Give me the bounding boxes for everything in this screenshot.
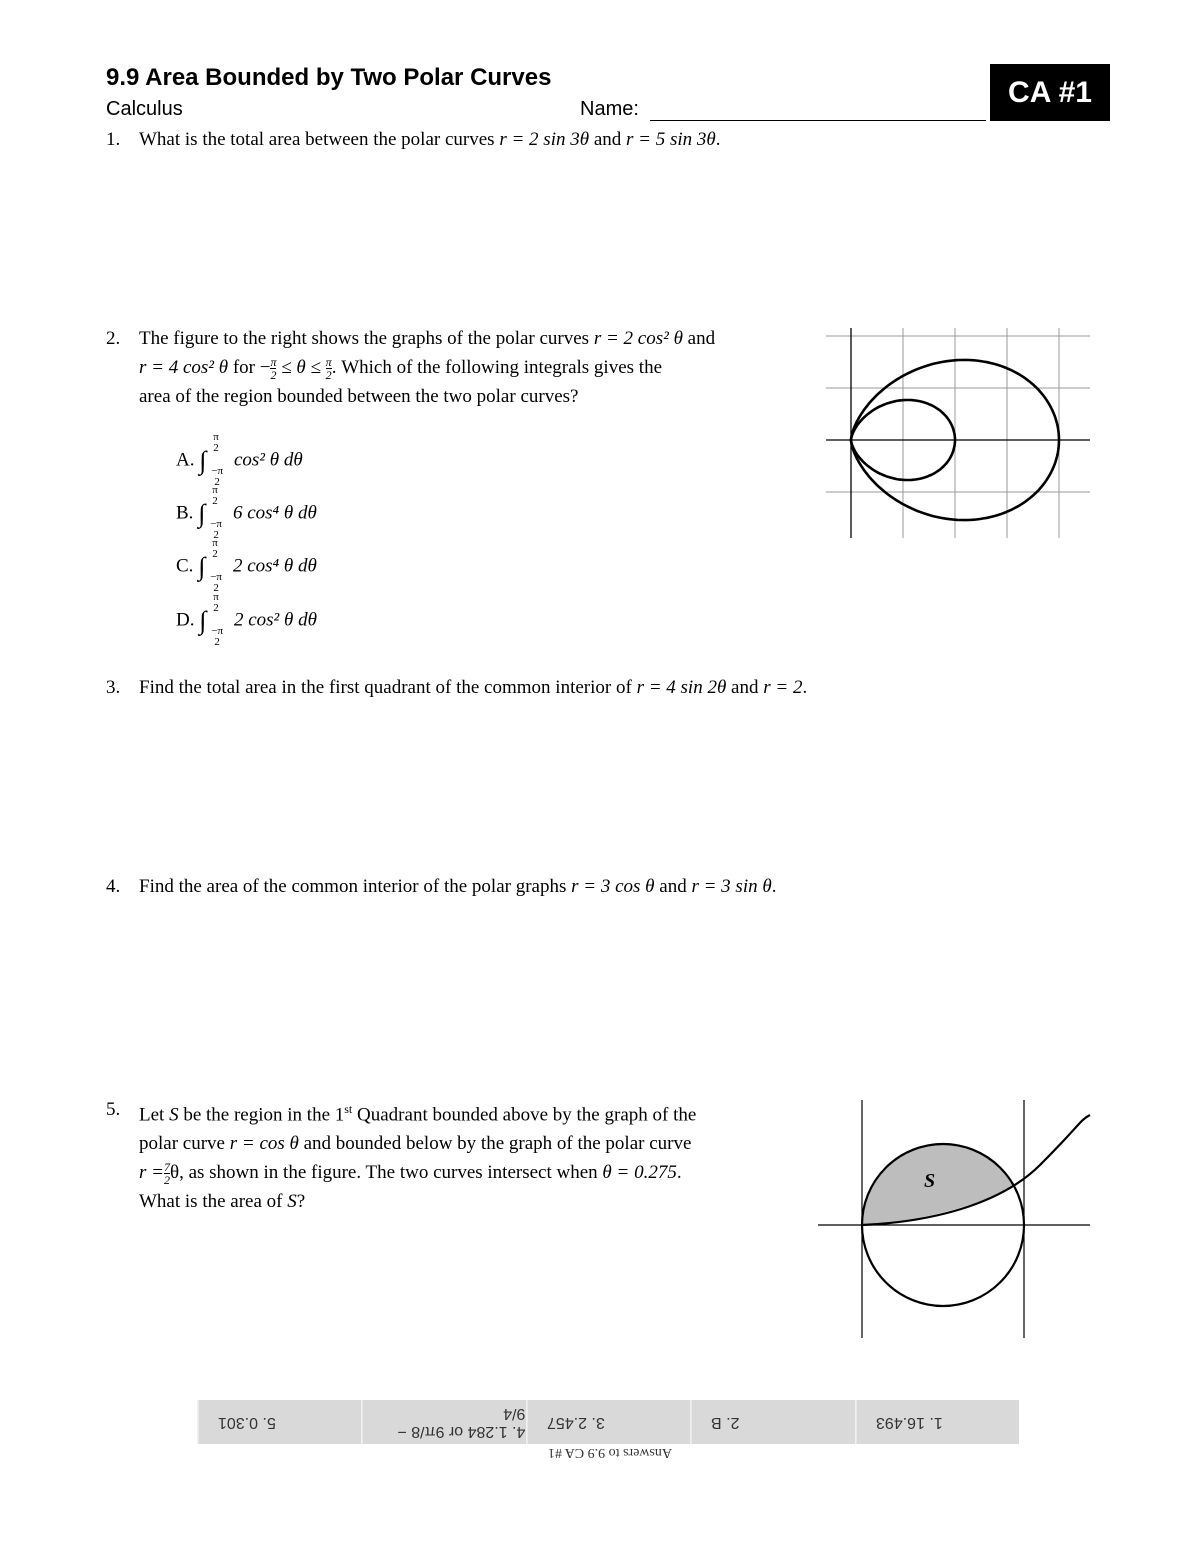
integral-sign: ∫ π 2 −π 2 [198,537,222,594]
integral-sign: ∫ π 2 −π 2 [199,431,224,488]
name-label: Name: [580,98,639,120]
question-3: 3. Find the total area in the first quadrant of the common interior of r = 4 sin 2θ and r = 2. [106,677,808,698]
course-label: Calculus [106,98,183,120]
answer-3: 3. 2.457 [526,1400,690,1444]
question-2-line-1: The figure to the right shows the graphs of the polar curves r = 2 cos² θ and [139,328,716,349]
integral-sign: ∫ π 2 −π 2 [198,484,222,541]
question-4: 4. Find the area of the common interior of the polar graphs r = 3 cos θ and r = 3 sin θ. [106,876,777,897]
choice-c[interactable]: C. ∫ π 2 −π 2 2 cos⁴ θ dθ [176,537,317,594]
axes [818,1100,1090,1338]
answer-4: 4. 1.284 or 9π/8 − 9/4 [361,1400,525,1444]
assignment-badge: CA #1 [990,64,1110,121]
choice-a[interactable]: A. ∫ π 2 −π 2 cos² θ dθ [176,431,303,488]
answer-key-bar [197,1400,1019,1444]
shaded-region-s [862,1144,1014,1225]
answer-key-title: Answers to 9.9 CA #1 [547,1445,673,1460]
question-5: 5. Let S be the region in the 1st Quadrant bounded above by the graph of the polar curve r = cos θ and bounded below by the graph of the polar curve r = $\frac{7}{2}$ θ, as shown in the figure. The two curves intersect when θ = 0.275. What is the area of S? [106,1099,697,1213]
answer-2: 2. B [690,1400,854,1444]
polar-graph-q5 [815,1095,1095,1340]
question-2-line-2: r = 4 cos² θ for − $\frac{\pi}{2}$ ≤ θ ≤ $\frac{\pi}{2}$ . Which of the following integrals gives the [139,355,662,383]
page-title: 9.9 Area Bounded by Two Polar Curves [106,64,552,91]
answer-5: 5. 0.301 [197,1400,361,1444]
choice-b[interactable]: B. ∫ π 2 −π 2 6 cos⁴ θ dθ [176,484,317,541]
region-label-s: S [924,1170,936,1192]
question-2: 2. The figure to the right shows the graphs of the polar curves r = 2 cos² θ and r = 4 cos² θ for − $\frac{\pi}{2}$ ≤ θ ≤ $\frac{\pi}{2}$ . Which of the following integrals gives the area of the region bounded between the two polar curves? [139,324,819,411]
polar-graph-q2 [820,322,1100,542]
answer-1: 1. 16.493 [855,1400,1019,1444]
integral-sign: ∫ π 2 −π 2 [199,591,224,648]
question-1: 1. What is the total area between the polar curves r = 2 sin 3θ and r = 5 sin 3θ. [106,129,721,150]
choice-d[interactable]: D. ∫ π 2 −π 2 2 cos² θ dθ [176,591,317,648]
name-field-line[interactable] [650,120,986,121]
question-2-line-3: area of the region bounded between the two polar curves? [139,386,579,407]
